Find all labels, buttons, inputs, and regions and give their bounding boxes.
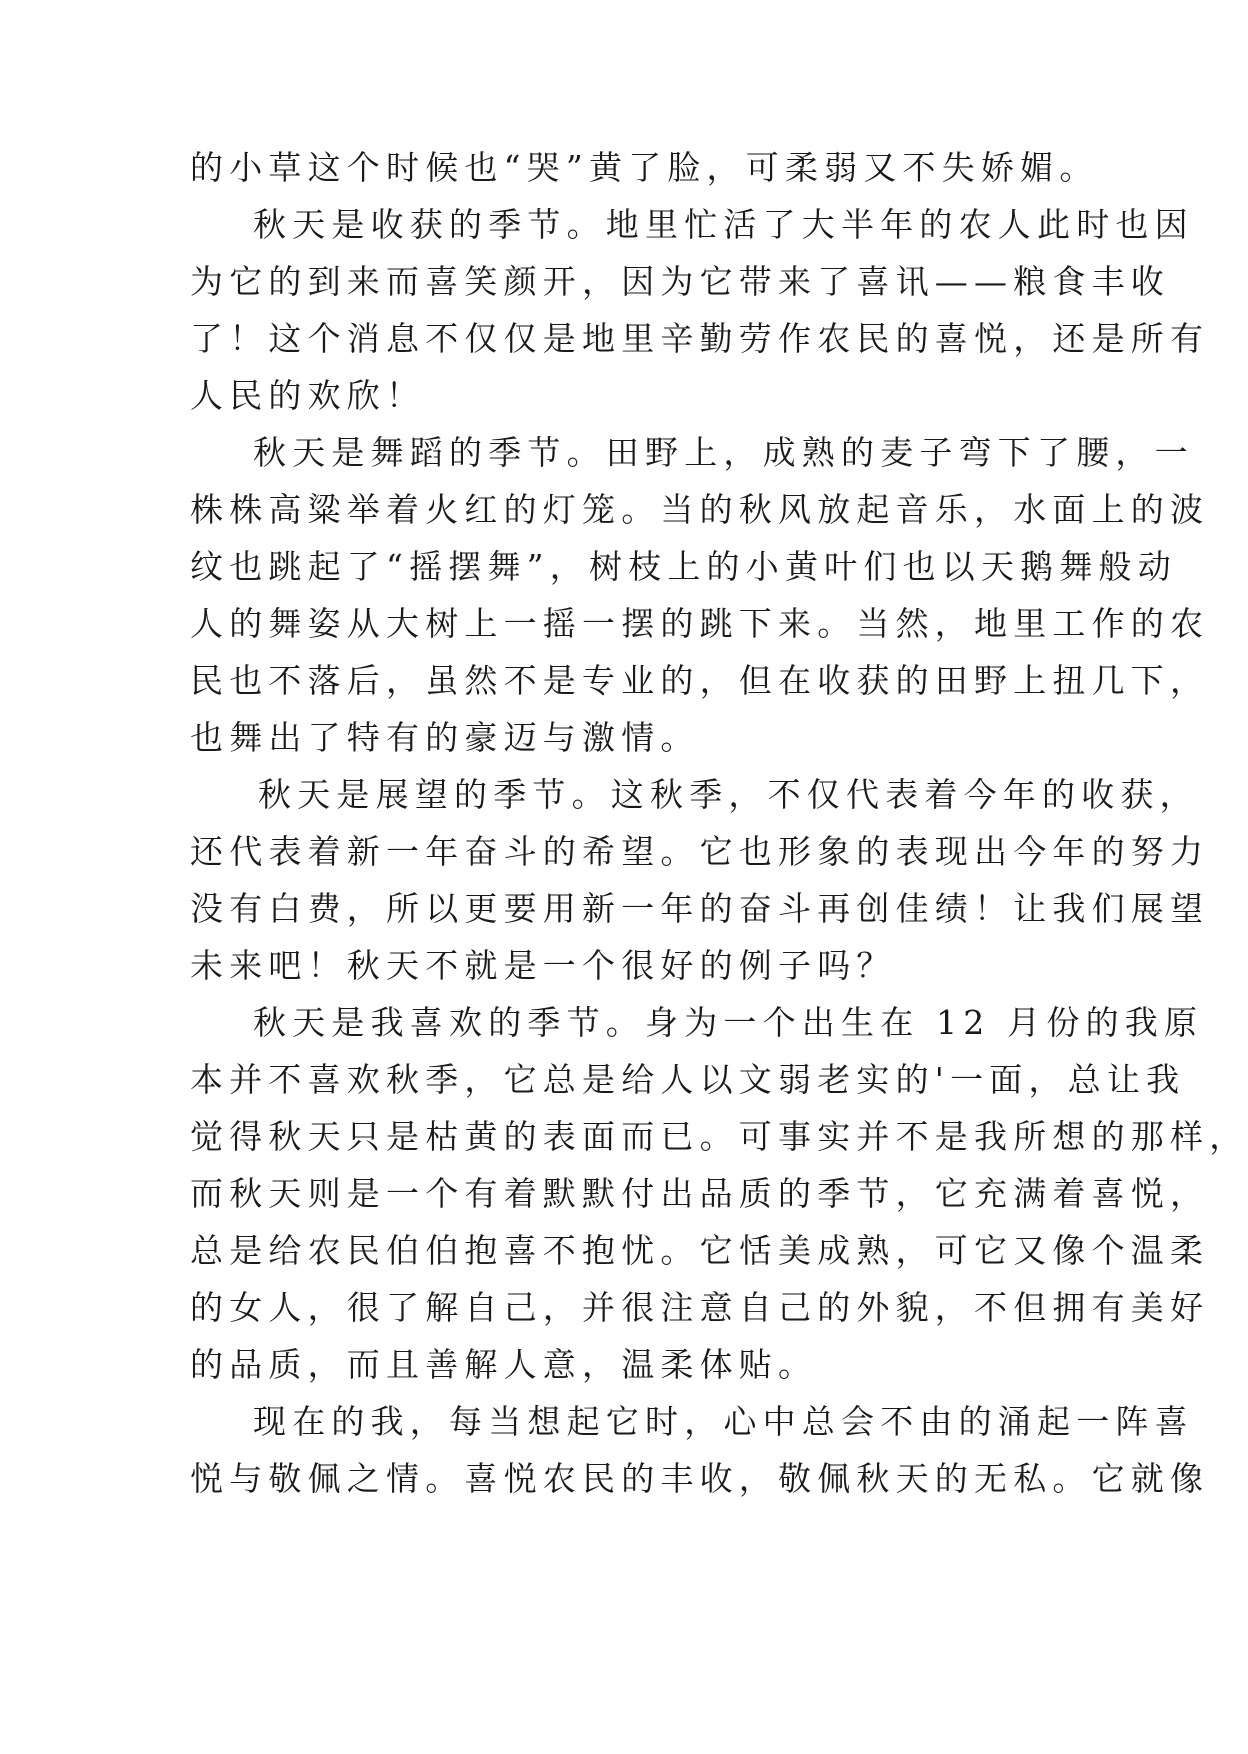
paragraph-first-line: 秋天是收获的季节。地里忙活了大半年的农人此时也因 [253, 205, 1194, 244]
text-line: 的女人，很了解自己，并很注意自己的外貌，不但拥有美好 [190, 1288, 1210, 1327]
text-line: 未来吧！秋天不就是一个很好的例子吗？ [190, 946, 896, 985]
text-line: 的品质，而且善解人意，温柔体贴。 [190, 1345, 818, 1384]
paragraph-first-line: 秋天是我喜欢的季节。身为一个出生在 12 月份的我原 [253, 1003, 1204, 1042]
text-line: 也舞出了特有的豪迈与激情。 [190, 718, 700, 757]
paragraph-first-line: 秋天是展望的季节。这秋季，不仅代表着今年的收获， [258, 775, 1199, 814]
text-line: 人的舞姿从大树上一摇一摆的跳下来。当然，地里工作的农 [190, 604, 1210, 643]
text-line: 的小草这个时候也“哭”黄了脸，可柔弱又不失娇媚。 [190, 148, 1099, 187]
text-line: 悦与敬佩之情。喜悦农民的丰收，敬佩秋天的无私。它就像 [190, 1459, 1210, 1498]
paragraph-first-line: 现在的我，每当想起它时，心中总会不由的涌起一阵喜 [253, 1402, 1194, 1441]
text-line: 民也不落后，虽然不是专业的，但在收获的田野上扭几下， [190, 661, 1210, 700]
text-line: 本并不喜欢秋季，它总是给人以文弱老实的'一面，总让我 [190, 1060, 1186, 1099]
text-line: 总是给农民伯伯抱喜不抱忧。它恬美成熟，可它又像个温柔 [190, 1231, 1210, 1270]
text-line: 纹也跳起了“摇摆舞”，树枝上的小黄叶们也以天鹅舞般动 [190, 547, 1177, 586]
text-line: 没有白费，所以更要用新一年的奋斗再创佳绩！让我们展望 [190, 889, 1210, 928]
text-line: 人民的欢欣！ [190, 376, 426, 415]
text-line: 还代表着新一年奋斗的希望。它也形象的表现出今年的努力 [190, 832, 1210, 871]
text-line: 而秋天则是一个有着默默付出品质的季节，它充满着喜悦， [190, 1174, 1210, 1213]
paragraph-first-line: 秋天是舞蹈的季节。田野上，成熟的麦子弯下了腰，一 [253, 433, 1194, 472]
text-line: 了！这个消息不仅仅是地里辛勤劳作农民的喜悦，还是所有 [190, 319, 1210, 358]
text-line: 觉得秋天只是枯黄的表面而已。可事实并不是我所想的那样， [190, 1117, 1248, 1156]
text-line: 株株高粱举着火红的灯笼。当的秋风放起音乐，水面上的波 [190, 490, 1210, 529]
text-line: 为它的到来而喜笑颜开，因为它带来了喜讯——粮食丰收 [190, 262, 1170, 301]
